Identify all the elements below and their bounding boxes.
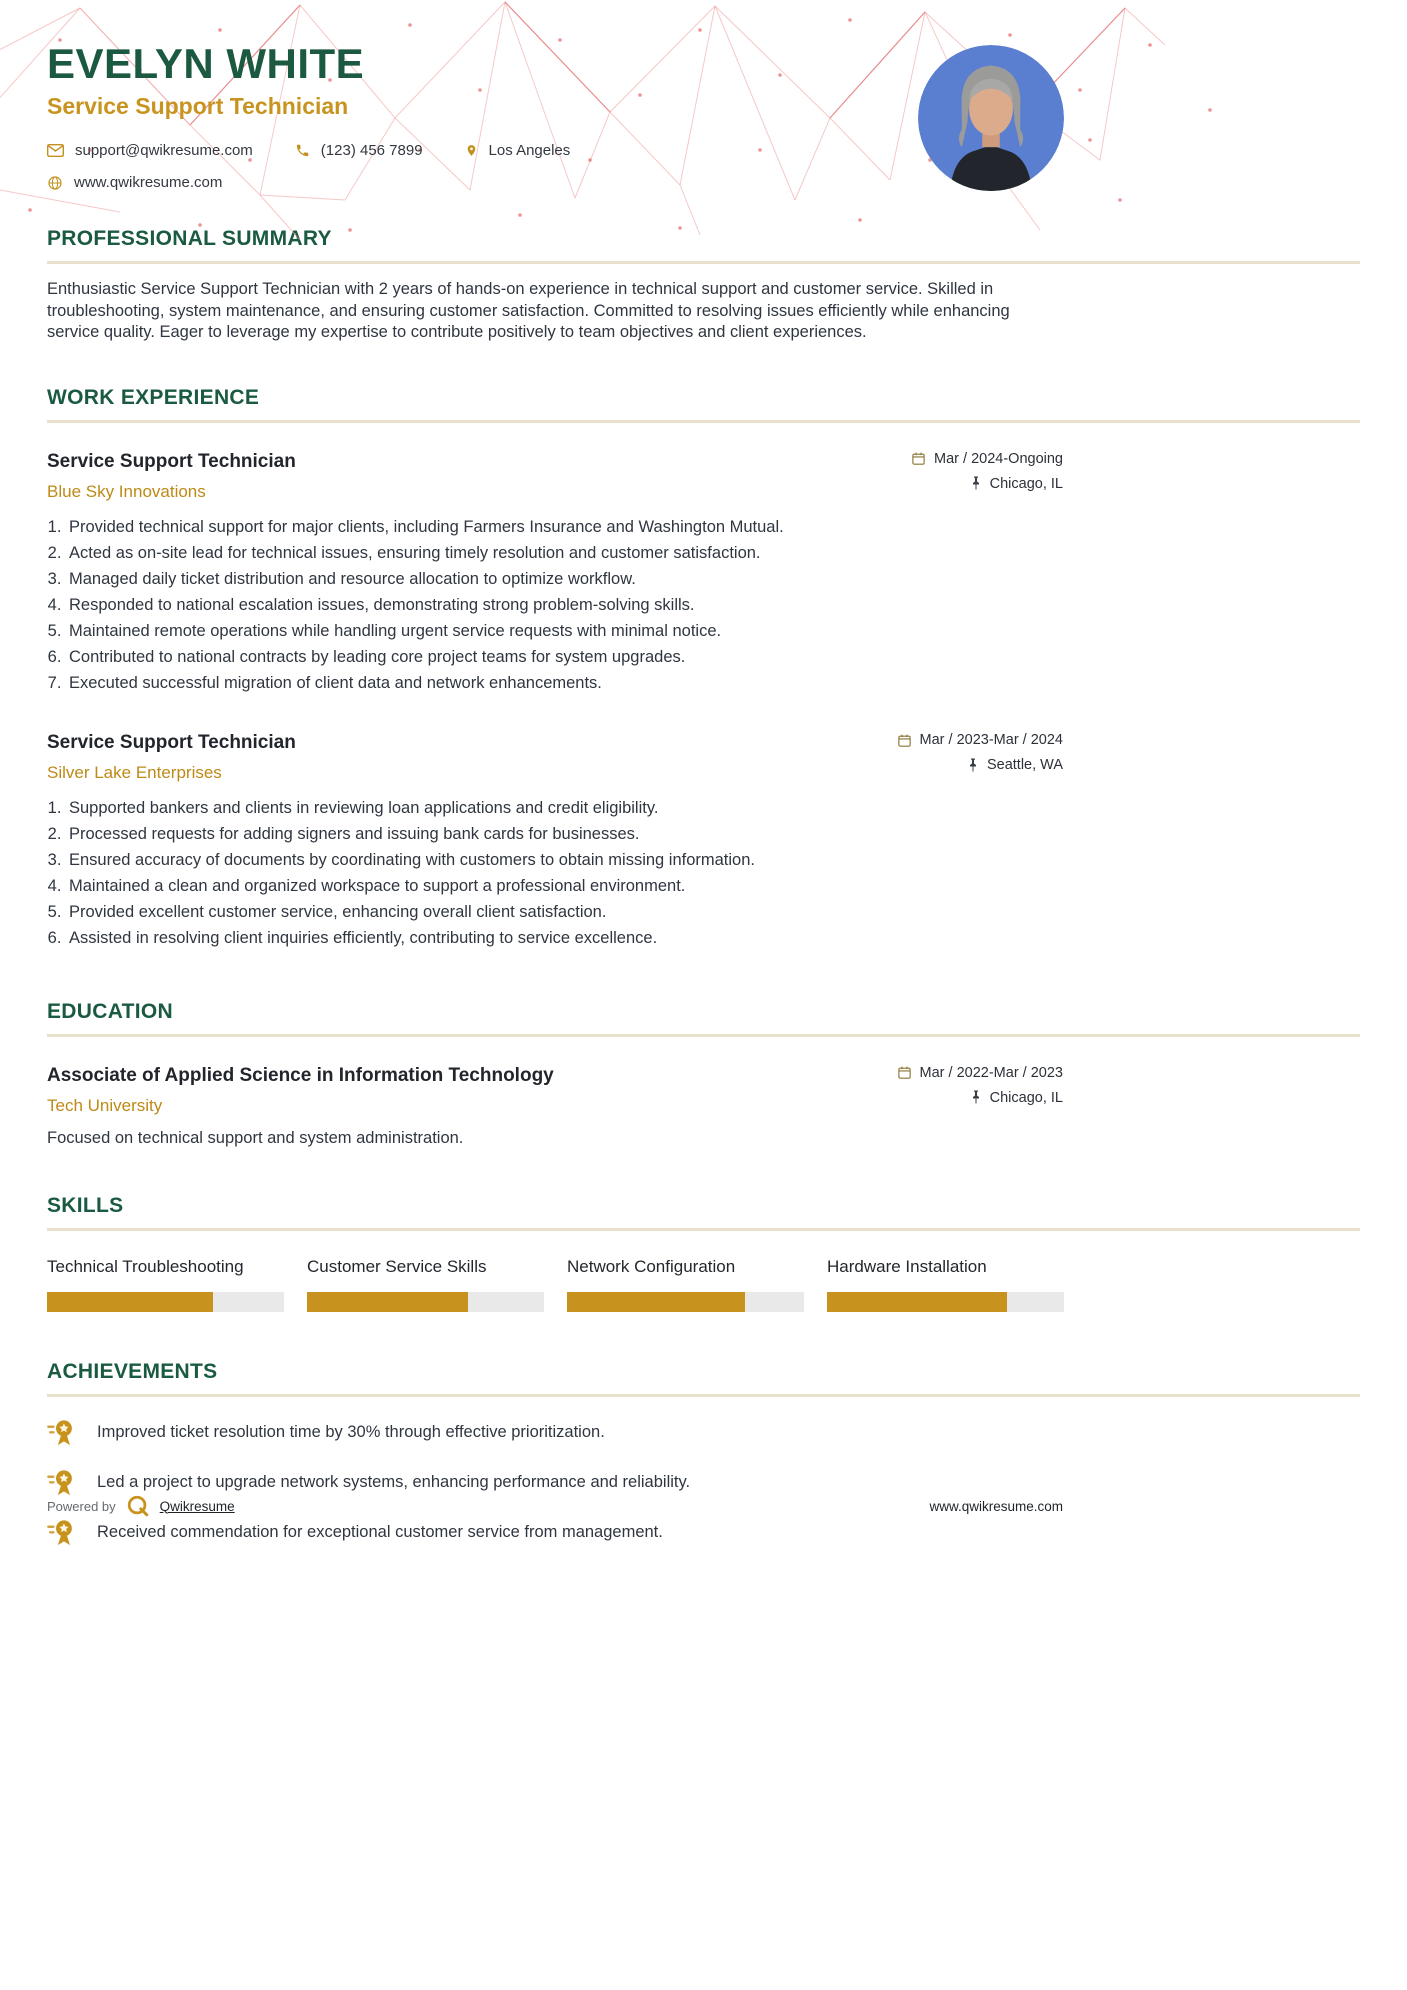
education-dates (897, 1065, 1063, 1081)
skill-bar (827, 1292, 1064, 1312)
school-name: Tech University (47, 1095, 163, 1115)
footer (47, 1494, 1063, 1518)
section-skills (0, 1194, 1407, 1312)
pushpin-icon (970, 476, 982, 491)
job-title: Service Support Technician (47, 732, 296, 753)
skills-heading: SKILLS (47, 1193, 124, 1217)
skill-bar (47, 1292, 284, 1312)
job-location-text: Chicago, IL (989, 475, 1063, 492)
skill-item (827, 1257, 1064, 1312)
experience-heading: WORK EXPERIENCE (47, 385, 260, 409)
job-location (911, 476, 1063, 492)
education-entry (47, 1065, 1360, 1148)
skill-name: Technical Troubleshooting (47, 1256, 244, 1276)
person-title: Service Support Technician (47, 93, 349, 120)
section-divider (47, 420, 1360, 423)
medal-icon (47, 1469, 79, 1497)
section-achievements (0, 1360, 1407, 1547)
job-dates (911, 451, 1063, 467)
calendar-icon (897, 1065, 912, 1080)
section-summary (0, 227, 1407, 344)
skill-name: Hardware Installation (827, 1256, 987, 1276)
job-company: Blue Sky Innovations (47, 481, 206, 501)
profile-photo-image (918, 45, 1064, 191)
bullet-item: 5. Maintained remote operations while handling urgent service requests with minimal notice. (66, 621, 1044, 643)
summary-heading: PROFESSIONAL SUMMARY (47, 227, 332, 250)
contact-email[interactable] (47, 142, 253, 159)
bullet-item: 6. Contributed to national contracts by leading core project teams for system upgrades. (66, 647, 1044, 669)
contact-location (465, 142, 571, 159)
powered-by-label: Powered by (47, 1498, 116, 1514)
website-text: www.qwikresume.com (74, 174, 223, 192)
skills-grid (47, 1257, 1360, 1312)
skill-bar-fill (567, 1292, 745, 1312)
skill-bar (567, 1292, 804, 1312)
job-location-text: Seattle, WA (986, 757, 1063, 773)
bullet-item: 1. Supported bankers and clients in reviewing loan applications and credit eligibility. (66, 798, 1044, 820)
pushpin-icon (970, 1090, 982, 1105)
bullet-item: 4. Maintained a clean and organized workspace to support a professional environment. (66, 876, 1044, 898)
achievement-item (47, 1469, 1360, 1497)
bullet-item: 3. Ensured accuracy of documents by coordinating with customers to obtain missing information. (66, 850, 1044, 872)
map-pin-icon (465, 142, 478, 159)
skill-bar (307, 1292, 544, 1312)
achievement-item (47, 1519, 1360, 1547)
bullet-item: 2. Processed requests for adding signers and issuing bank cards for businesses. (66, 824, 1044, 846)
education-description: Focused on technical support and system administration. (47, 1128, 464, 1147)
contact-website[interactable] (47, 174, 222, 191)
location-text: Los Angeles (488, 142, 571, 160)
bullet-item: 6. Assisted in resolving client inquiries efficiently, contributing to service excellence. (66, 928, 1044, 950)
degree-title: Associate of Applied Science in Information Technology (47, 1064, 554, 1086)
bullet-item: 5. Provided excellent customer service, enhancing overall client satisfaction. (66, 902, 1044, 924)
education-heading: EDUCATION (47, 999, 173, 1023)
job-dates-text: Mar / 2024-Ongoing (934, 450, 1063, 467)
section-divider (47, 1394, 1360, 1397)
medal-icon (47, 1419, 79, 1447)
calendar-icon (911, 451, 926, 466)
phone-text: (123) 456 7899 (320, 142, 423, 160)
qwikresume-brand-link[interactable]: Qwikresume (159, 1498, 235, 1514)
section-education (0, 1000, 1407, 1148)
medal-icon (47, 1519, 79, 1547)
section-divider (47, 1228, 1360, 1231)
job-dates-text: Mar / 2023-Mar / 2024 (919, 732, 1063, 748)
job-bullets (47, 798, 1044, 950)
section-divider (47, 261, 1360, 264)
skill-item (47, 1257, 284, 1312)
pushpin-icon (967, 758, 979, 773)
achievement-text: Improved ticket resolution time by 30% through effective prioritization. (97, 1423, 605, 1441)
achievement-item (47, 1419, 1360, 1447)
profile-photo (918, 45, 1064, 191)
job-company: Silver Lake Enterprises (47, 763, 222, 782)
education-dates-text: Mar / 2022-Mar / 2023 (919, 1064, 1063, 1081)
achievement-text: Led a project to upgrade network systems, enhancing performance and reliability. (97, 1473, 691, 1491)
job-entry (47, 451, 1360, 695)
person-name: EVELYN WHITE (47, 40, 365, 87)
job-bullets (47, 517, 1044, 695)
contact-row-website (47, 174, 1407, 191)
skill-item (567, 1257, 804, 1312)
achievement-text: Received commendation for exceptional customer service from management. (97, 1523, 663, 1541)
skill-bar-fill (307, 1292, 468, 1312)
calendar-icon (897, 733, 912, 748)
bullet-item: 7. Executed successful migration of client data and network enhancements. (66, 673, 1044, 695)
education-location-text: Chicago, IL (989, 1089, 1063, 1106)
skill-name: Network Configuration (567, 1256, 736, 1276)
envelope-icon (47, 144, 64, 157)
globe-icon (47, 175, 63, 191)
contact-phone[interactable] (295, 142, 423, 159)
header (0, 0, 1407, 205)
skill-name: Customer Service Skills (307, 1256, 487, 1276)
skill-bar-fill (47, 1292, 213, 1312)
job-dates (897, 732, 1063, 748)
email-text: support@qwikresume.com (75, 142, 253, 160)
bullet-item: 2. Acted as on-site lead for technical issues, ensuring timely resolution and customer satisfaction. (66, 543, 1044, 565)
skill-item (307, 1257, 544, 1312)
skill-bar-fill (827, 1292, 1007, 1312)
phone-icon (295, 143, 310, 158)
footer-website[interactable]: www.qwikresume.com (929, 1498, 1063, 1514)
bullet-item: 1. Provided technical support for major clients, including Farmers Insurance and Washington Mutual. (66, 517, 1044, 539)
bullet-item: 4. Responded to national escalation issues, demonstrating strong problem-solving skills. (66, 595, 1044, 617)
bullet-item: 3. Managed daily ticket distribution and resource allocation to optimize workflow. (66, 569, 1044, 591)
job-location (897, 757, 1063, 773)
job-title: Service Support Technician (47, 450, 296, 472)
job-entry (47, 732, 1360, 950)
section-experience (0, 386, 1407, 950)
qwikresume-logo (126, 1494, 150, 1518)
section-divider (47, 1034, 1360, 1037)
contact-row (47, 142, 1407, 159)
summary-text: Enthusiastic Service Support Technician with 2 years of hands-on experience in technical support and customer service. Skilled in troubleshooting, system maintenance, and ensuring customer satisfaction. Committed to resolving issues efficiently while enhancing service quality. Eager to leverage my expertise to contribute positively to team objectives and client experiences. (47, 280, 1010, 341)
education-location (897, 1090, 1063, 1106)
achievements-heading: ACHIEVEMENTS (47, 1359, 218, 1383)
